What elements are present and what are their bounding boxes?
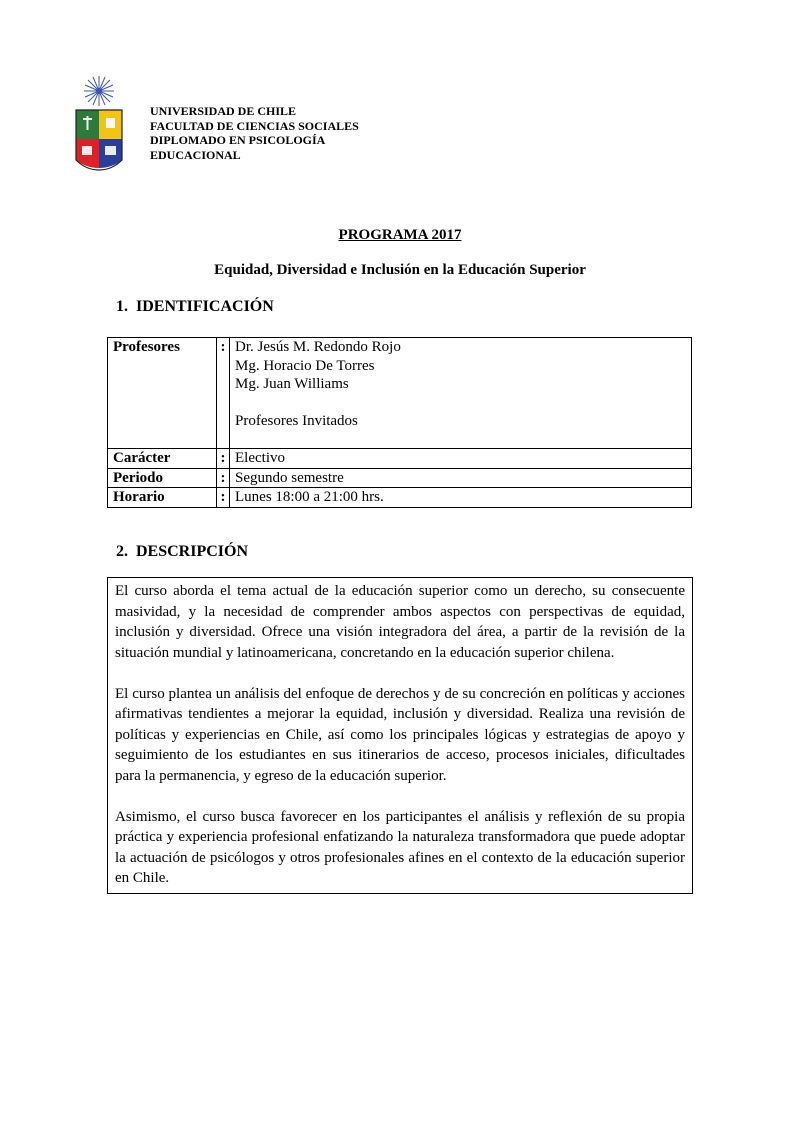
guest-professors: Profesores Invitados bbox=[235, 413, 358, 429]
row-label: Profesores bbox=[108, 338, 217, 449]
description-box bbox=[107, 577, 693, 894]
section-descripcion-heading bbox=[116, 543, 248, 561]
identification-table bbox=[107, 337, 692, 508]
row-value: Electivo bbox=[230, 449, 692, 469]
section-number: 2. bbox=[116, 543, 128, 560]
course-title: Equidad, Diversidad e Inclusión en la Educación Superior bbox=[214, 262, 586, 278]
professor-name: Mg. Horacio De Torres bbox=[235, 357, 375, 374]
university-logo-icon bbox=[74, 72, 124, 172]
institution-line: FACULTAD DE CIENCIAS SOCIALES bbox=[150, 118, 359, 133]
row-value: Lunes 18:00 a 21:00 hrs. bbox=[230, 488, 692, 508]
institution-line: EDUCACIONAL bbox=[150, 147, 241, 162]
professor-name: Dr. Jesús M. Redondo Rojo bbox=[235, 339, 401, 355]
professor-name: Mg. Juan Williams bbox=[235, 376, 349, 392]
description-paragraph: El curso plantea un análisis del enfoque de derechos y de su concreción en políticas y acciones afirmativas tendientes a mejorar la equidad, inclusión y diversidad. Realiza una revisión de políticas y experiencias en Chile, así como los principales lógicas y estrategias de apoyo y seguimiento de los estudiantes en sus itinerarios de acceso, procesos iniciales, dificultades para la permanencia, y egreso de la educación superior. bbox=[115, 685, 685, 784]
row-label: Periodo bbox=[108, 468, 217, 488]
description-paragraph: Asimismo, el curso busca favorecer en los participantes el análisis y reflexión de su propia práctica y experiencia profesional enfatizando la naturaleza transformadora que puede adoptar la actuación de psicólogos y otros profesionales afines en el contexto de la educación superior en Chile. bbox=[115, 808, 685, 886]
table-row-profesores bbox=[108, 338, 692, 449]
section-title: DESCRIPCIÓN bbox=[136, 543, 249, 560]
row-separator: : bbox=[217, 488, 230, 508]
section-identificacion-heading bbox=[116, 298, 274, 316]
program-title: PROGRAMA 2017 bbox=[338, 227, 462, 243]
table-row-periodo bbox=[108, 468, 692, 488]
row-label: Horario bbox=[108, 488, 217, 508]
table-row-caracter bbox=[108, 449, 692, 469]
row-separator: : bbox=[217, 449, 230, 469]
section-title: IDENTIFICACIÓN bbox=[136, 298, 274, 315]
row-separator: : bbox=[217, 468, 230, 488]
section-number: 1. bbox=[116, 298, 128, 315]
institution-line: DIPLOMADO EN PSICOLOGÍA bbox=[150, 133, 326, 148]
row-separator: : bbox=[217, 338, 230, 449]
row-value: Segundo semestre bbox=[230, 468, 692, 488]
description-paragraph: El curso aborda el tema actual de la educación superior como un derecho, su consecuente masividad, y la necesidad de comprender ambos aspectos con perspectivas de equidad, inclusión y diversidad. Ofrece una visión integradora del área, a partir de la revisión de la situación mundial y latinoamericana, concretando en la educación superior chilena. bbox=[115, 583, 685, 661]
institution-block bbox=[150, 104, 359, 162]
professors-cell bbox=[230, 338, 692, 449]
institution-line: UNIVERSIDAD DE CHILE bbox=[150, 104, 297, 118]
table-row-horario bbox=[108, 488, 692, 508]
row-label: Carácter bbox=[108, 449, 217, 469]
